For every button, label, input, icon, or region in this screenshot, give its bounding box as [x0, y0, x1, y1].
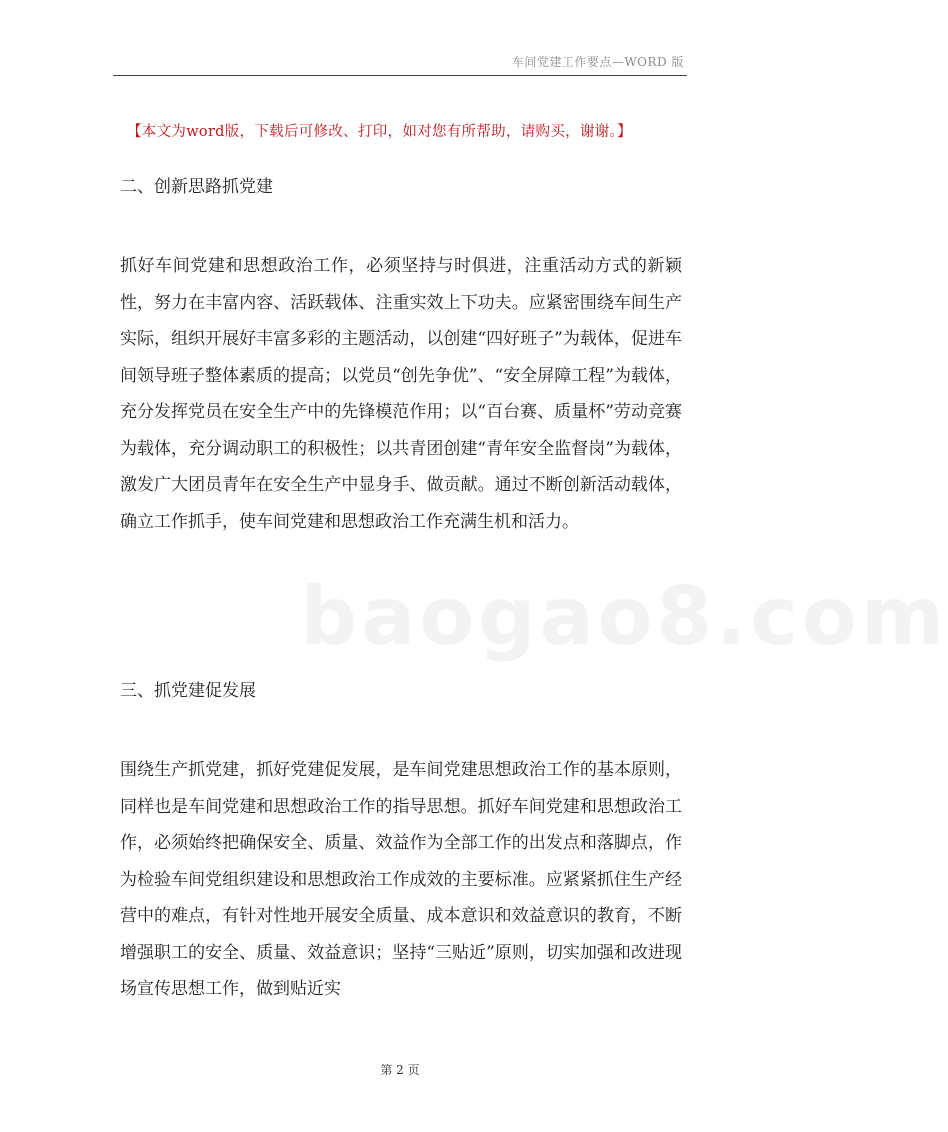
page-number: 第 2 页: [380, 1063, 420, 1077]
section-heading-3: 三、抓党建促发展: [120, 681, 256, 701]
header-rule: [113, 75, 687, 76]
watermark-text: baogao8.com: [300, 570, 948, 663]
header-title: 车间党建工作要点—WORD 版: [511, 55, 684, 69]
section-paragraph-2: 抓好车间党建和思想政治工作，必须坚持与时俱进，注重活动方式的新颖性，努力在丰富内容、活跃载体、注重实效上下功夫。应紧密围绕车间生产实际，组织开展好丰富多彩的主题活动，以创建“四好班子”为载体，促进车间领导班子整体素质的提高；以党员“创先争优”、“安全屏障工程”为载体，充分发挥党员在安全生产中的先锋模范作用；以“百台赛、质量杯”劳动竞赛为载体，充分调动职工的积极性；以共青团创建“青年安全监督岗”为载体，激发广大团员青年在安全生产中显身手、做贡献。通过不断创新活动载体，确立工作抓手，使车间党建和思想政治工作充满生机和活力。: [120, 256, 682, 532]
section-paragraph-3: 围绕生产抓党建，抓好党建促发展，是车间党建思想政治工作的基本原则，同样也是车间党建和思想政治工作的指导思想。抓好车间党建和思想政治工作，必须始终把确保安全、质量、效益作为全部工作的出发点和落脚点，作为检验车间党组织建设和思想政治工作成效的主要标准。应紧紧抓住生产经营中的难点，有针对性地开展安全质量、成本意识和效益意识的教育，不断增强职工的安全、质量、效益意识；坚持“三贴近”原则，切实加强和改进现场宣传思想工作，做到贴近实: [120, 760, 682, 999]
download-notice: 【本文为word版，下载后可修改、打印，如对您有所帮助，请购买，谢谢。】: [127, 124, 632, 140]
section-heading-2: 二、创新思路抓党建: [120, 177, 273, 197]
